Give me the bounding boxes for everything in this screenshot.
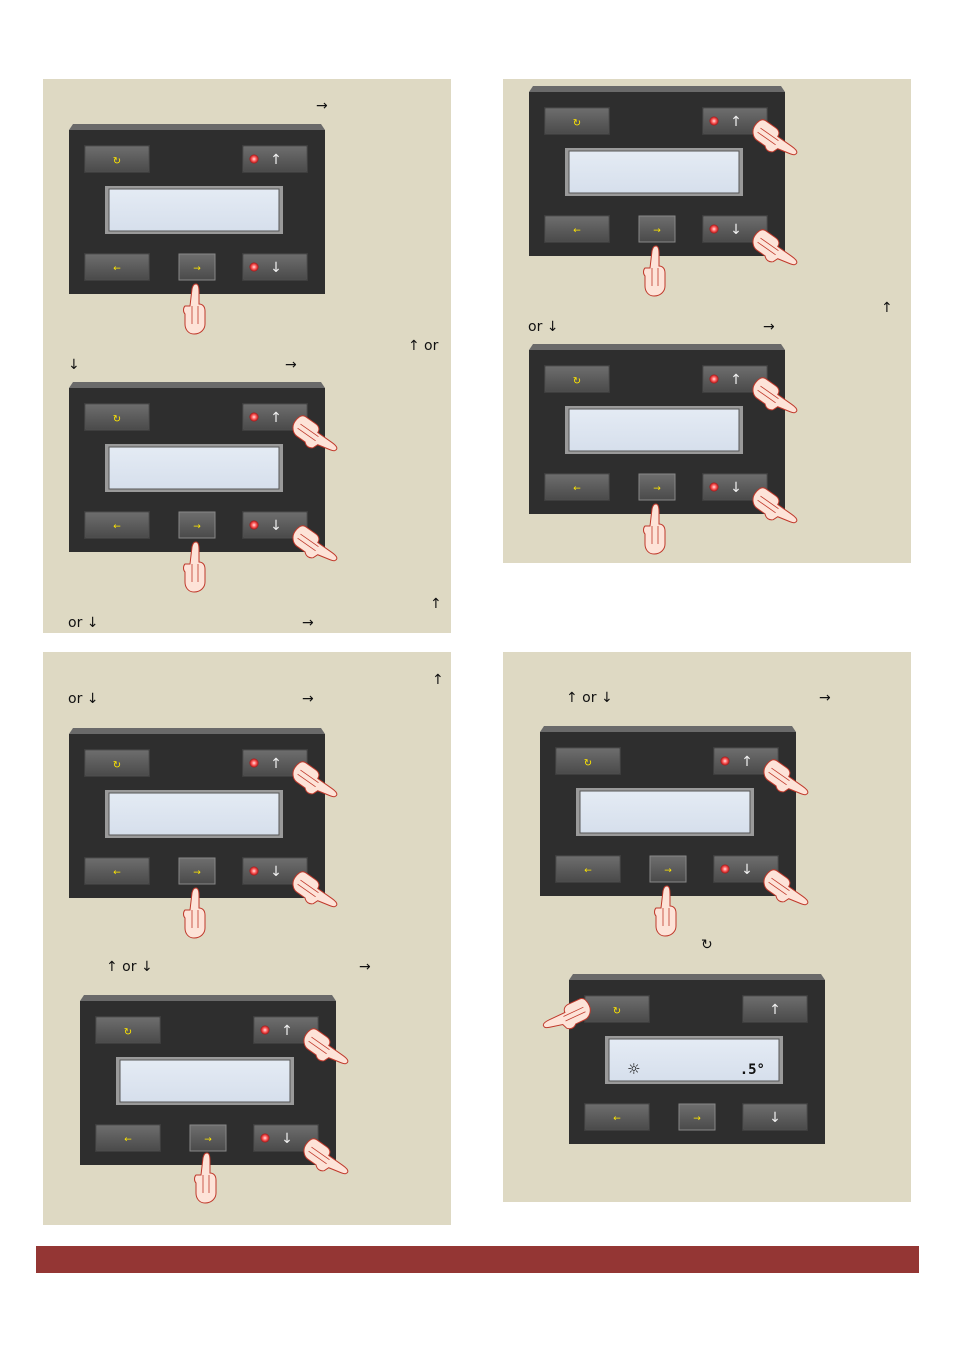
arrow-right-symbol: → (359, 959, 371, 975)
reset-button[interactable] (85, 146, 149, 172)
down-button[interactable] (243, 254, 307, 280)
led-indicator (261, 1134, 270, 1143)
reset-icon: ↻ (572, 118, 582, 129)
arrow-down-icon: ↓ (281, 1131, 293, 1147)
up-or-down-label: ↑ or ↓ (566, 690, 613, 706)
reset-icon: ↻ (112, 760, 122, 771)
reset-symbol: ↻ (701, 937, 713, 953)
or-label: or (424, 338, 439, 354)
or-down-label: or ↓ (68, 615, 99, 631)
arrow-right-icon: → (193, 522, 201, 532)
arrow-left-icon: ← (573, 484, 581, 494)
led-indicator (250, 759, 259, 768)
right-button[interactable] (179, 858, 215, 884)
right-button[interactable] (179, 512, 215, 538)
thermostat-device-final (536, 974, 836, 1154)
led-indicator (721, 865, 730, 874)
led-indicator (250, 263, 259, 272)
arrow-up-icon: ↑ (730, 372, 742, 388)
or-down-label: or ↓ (528, 319, 559, 335)
footer-bar (36, 1246, 919, 1273)
led-indicator (721, 757, 730, 766)
right-button[interactable] (639, 474, 675, 500)
left-button[interactable] (545, 474, 609, 500)
reset-button[interactable] (96, 1017, 160, 1043)
arrow-down-symbol: ↓ (68, 357, 80, 373)
arrow-up-icon: ↑ (281, 1023, 293, 1039)
led-indicator (710, 117, 719, 126)
led-indicator (250, 521, 259, 530)
reset-button[interactable] (585, 996, 649, 1022)
arrow-right-icon: → (204, 1135, 212, 1145)
left-button[interactable] (585, 1104, 649, 1130)
led-indicator (250, 867, 259, 876)
arrow-down-icon: ↓ (730, 480, 742, 496)
reset-icon: ↻ (612, 1006, 622, 1017)
arrow-right-icon: → (664, 866, 672, 876)
arrow-right-symbol: → (285, 357, 297, 373)
arrow-up-symbol: ↑ (432, 672, 444, 688)
or-down-label: or ↓ (68, 691, 99, 707)
left-button[interactable] (545, 216, 609, 242)
arrow-right-symbol: → (763, 319, 775, 335)
led-indicator (710, 225, 719, 234)
reset-button[interactable] (85, 750, 149, 776)
reset-button[interactable] (85, 404, 149, 430)
thermostat-device (69, 382, 369, 594)
reset-icon: ↻ (583, 758, 593, 769)
up-button[interactable] (243, 146, 307, 172)
arrow-up-icon: ↑ (270, 152, 282, 168)
right-button[interactable] (679, 1104, 715, 1130)
arrow-right-icon: → (653, 484, 661, 494)
arrow-left-icon: ← (613, 1114, 621, 1124)
reset-icon: ↻ (112, 414, 122, 425)
left-button[interactable] (556, 856, 620, 882)
arrow-down-icon: ↓ (270, 260, 282, 276)
arrow-right-symbol: → (819, 690, 831, 706)
thermostat-device (529, 86, 829, 298)
left-button[interactable] (85, 254, 149, 280)
left-button[interactable] (96, 1125, 160, 1151)
up-or-down-label: ↑ or ↓ (106, 959, 153, 975)
arrow-left-icon: ← (113, 264, 121, 274)
right-button[interactable] (650, 856, 686, 882)
thermostat-device (69, 728, 369, 940)
arrow-left-icon: ← (113, 522, 121, 532)
led-indicator (710, 483, 719, 492)
reset-icon: ↻ (572, 376, 582, 387)
reset-button[interactable] (545, 366, 609, 392)
arrow-right-icon: → (653, 226, 661, 236)
arrow-down-icon: ↓ (270, 864, 282, 880)
arrow-left-icon: ← (113, 868, 121, 878)
arrow-right-symbol: → (316, 98, 328, 114)
arrow-up-icon: ↑ (270, 410, 282, 426)
thermostat-device (80, 995, 380, 1207)
thermostat-device (540, 726, 840, 938)
arrow-up-symbol: ↑ (881, 300, 893, 316)
led-indicator (250, 413, 259, 422)
frost-symbol-icon: ☼ (627, 1060, 641, 1078)
arrow-left-icon: ← (584, 866, 592, 876)
left-button[interactable] (85, 512, 149, 538)
arrow-left-icon: ← (573, 226, 581, 236)
reset-icon: ↻ (112, 156, 122, 167)
arrow-right-icon: → (193, 264, 201, 274)
arrow-up-symbol: ↑ (430, 596, 442, 612)
reset-button[interactable] (556, 748, 620, 774)
arrow-down-icon: ↓ (270, 518, 282, 534)
arrow-up-symbol: ↑ (408, 338, 420, 354)
arrow-up-icon: ↑ (270, 756, 282, 772)
up-button[interactable] (743, 996, 807, 1022)
arrow-right-symbol: → (302, 691, 314, 707)
led-indicator (261, 1026, 270, 1035)
thermostat-device (529, 344, 829, 556)
arrow-down-icon: ↓ (730, 222, 742, 238)
reset-icon: ↻ (123, 1027, 133, 1038)
right-button[interactable] (190, 1125, 226, 1151)
right-button[interactable] (639, 216, 675, 242)
arrow-up-icon: ↑ (769, 1002, 781, 1018)
arrow-up-icon: ↑ (730, 114, 742, 130)
right-button[interactable] (179, 254, 215, 280)
arrow-right-icon: → (193, 868, 201, 878)
arrow-down-icon: ↓ (741, 862, 753, 878)
arrow-up-icon: ↑ (741, 754, 753, 770)
reset-button[interactable] (545, 108, 609, 134)
arrow-left-icon: ← (124, 1135, 132, 1145)
down-button[interactable] (743, 1104, 807, 1130)
left-button[interactable] (85, 858, 149, 884)
arrow-down-icon: ↓ (769, 1110, 781, 1126)
thermostat-device (69, 124, 369, 336)
led-indicator (710, 375, 719, 384)
arrow-right-symbol: → (302, 615, 314, 631)
led-indicator (250, 155, 259, 164)
display-value: .5° (739, 1062, 765, 1078)
arrow-right-icon: → (693, 1114, 701, 1124)
